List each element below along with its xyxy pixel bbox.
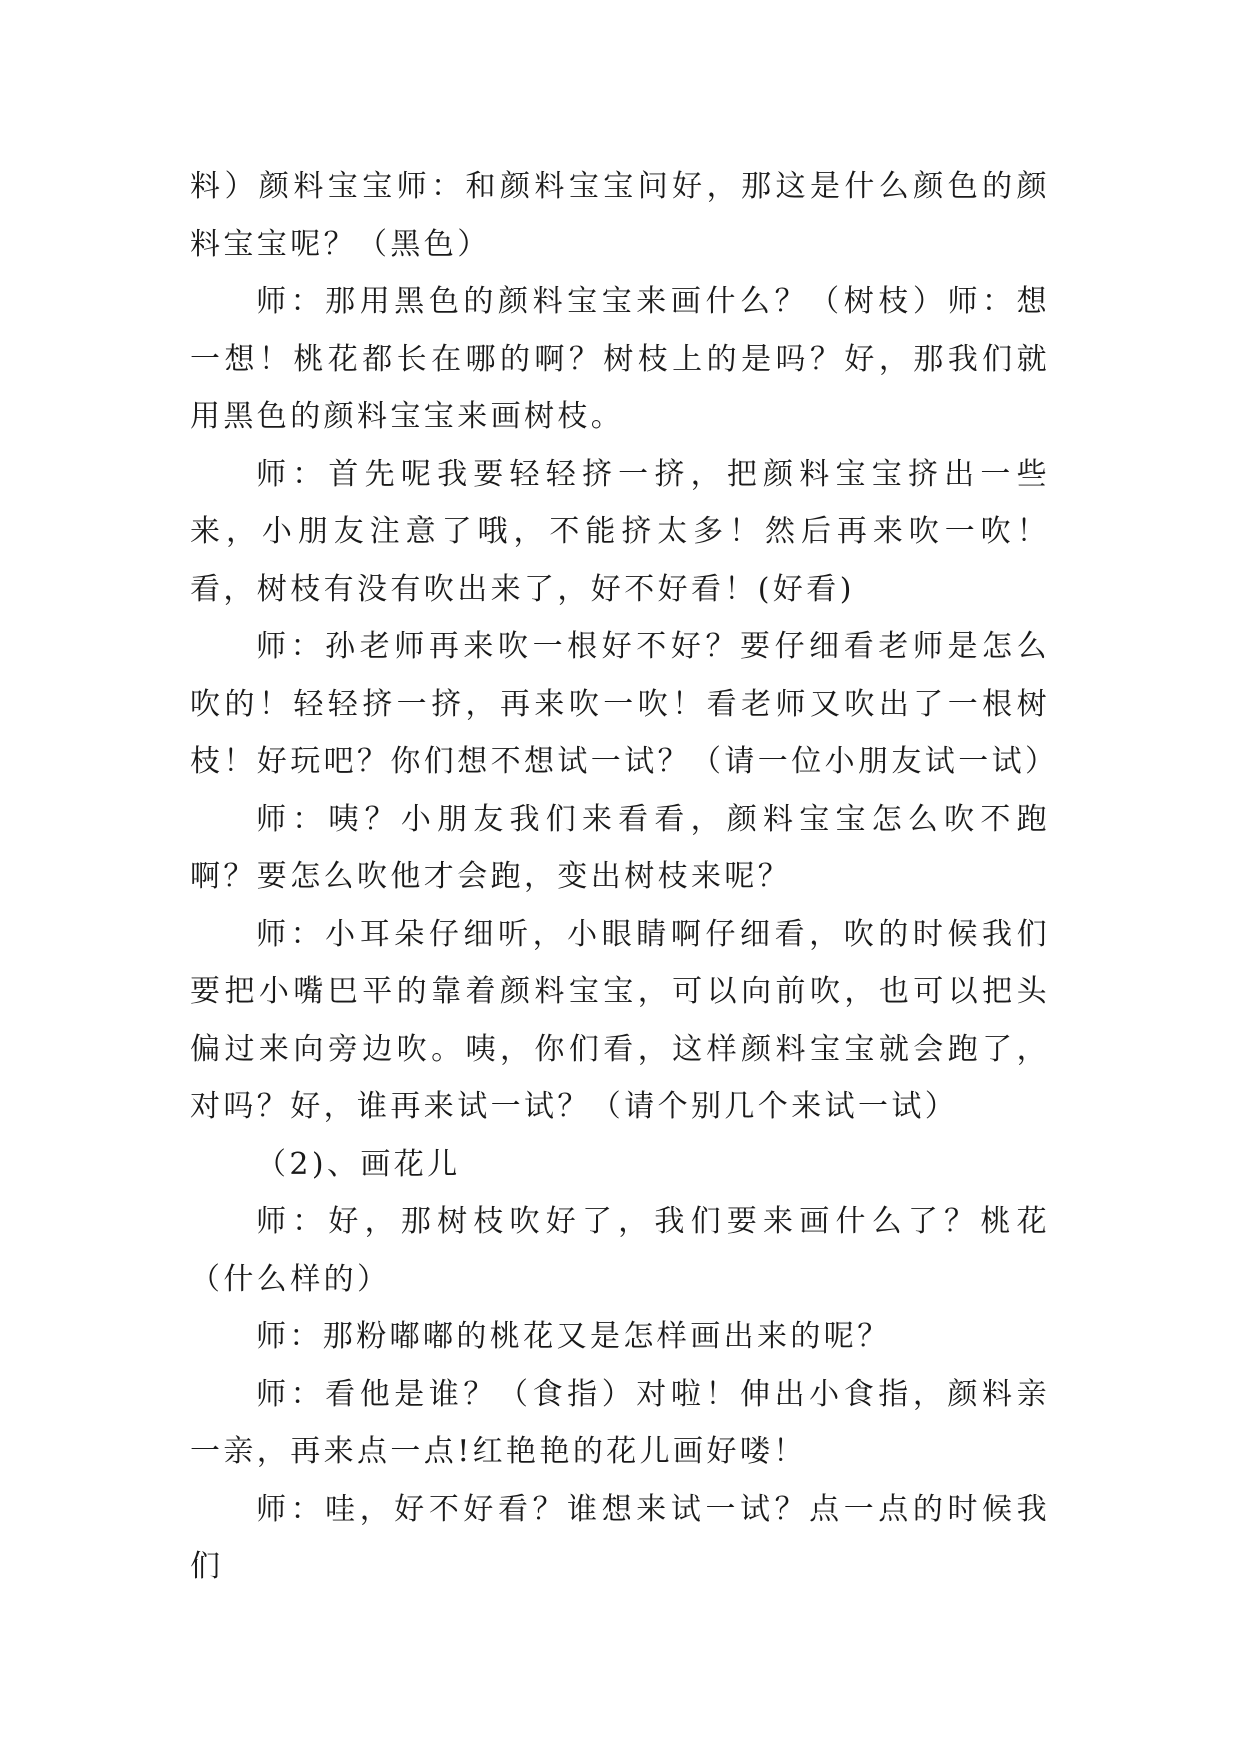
paragraph: 师：小耳朵仔细听，小眼睛啊仔细看，吹的时候我们要把小嘴巴平的靠着颜料宝宝，可以向前吹，也可以把头偏过来向旁边吹。咦，你们看，这样颜料宝宝就会跑了，对吗？好，谁再来试一试？（请个别几个来试一试） — [190, 916, 1050, 1124]
paragraph: 师：好，那树枝吹好了，我们要来画什么了？桃花（什么样的） — [190, 1204, 1050, 1297]
paragraph: 师：哇，好不好看？谁想来试一试？点一点的时候我们 — [190, 1491, 1050, 1584]
paragraph: 师：那粉嘟嘟的桃花又是怎样画出来的呢？ — [256, 1319, 891, 1354]
paragraph: 师：那用黑色的颜料宝宝来画什么？（树枝）师：想一想！桃花都长在哪的啊？树枝上的是吗？好，那我们就用黑色的颜料宝宝来画树枝。 — [190, 284, 1050, 434]
paragraph: 师：孙老师再来吹一根好不好？要仔细看老师是怎么吹的！轻轻挤一挤，再来吹一吹！看老师又吹出了一根树枝！好玩吧？你们想不想试一试？（请一位小朋友试一试） — [190, 629, 1059, 779]
paragraph: 师：咦？小朋友我们来看看，颜料宝宝怎么吹不跑啊？要怎么吹他才会跑，变出树枝来呢？ — [190, 801, 1050, 894]
paragraph: 师：看他是谁？（食指）对啦！伸出小食指，颜料亲一亲，再来点一点!红艳艳的花儿画好喽！ — [190, 1376, 1050, 1469]
paragraph: 师：首先呢我要轻轻挤一挤，把颜料宝宝挤出一些来，小朋友注意了哦，不能挤太多！然后再来吹一吹！看，树枝有没有吹出来了，好不好看！(好看) — [190, 456, 1050, 607]
paragraph-continuation: 料）颜料宝宝师：和颜料宝宝问好，那这是什么颜色的颜料宝宝呢？（黑色） — [190, 169, 1050, 262]
section-heading: （2)、画花儿 — [256, 1146, 461, 1182]
document-body — [190, 158, 1059, 1596]
